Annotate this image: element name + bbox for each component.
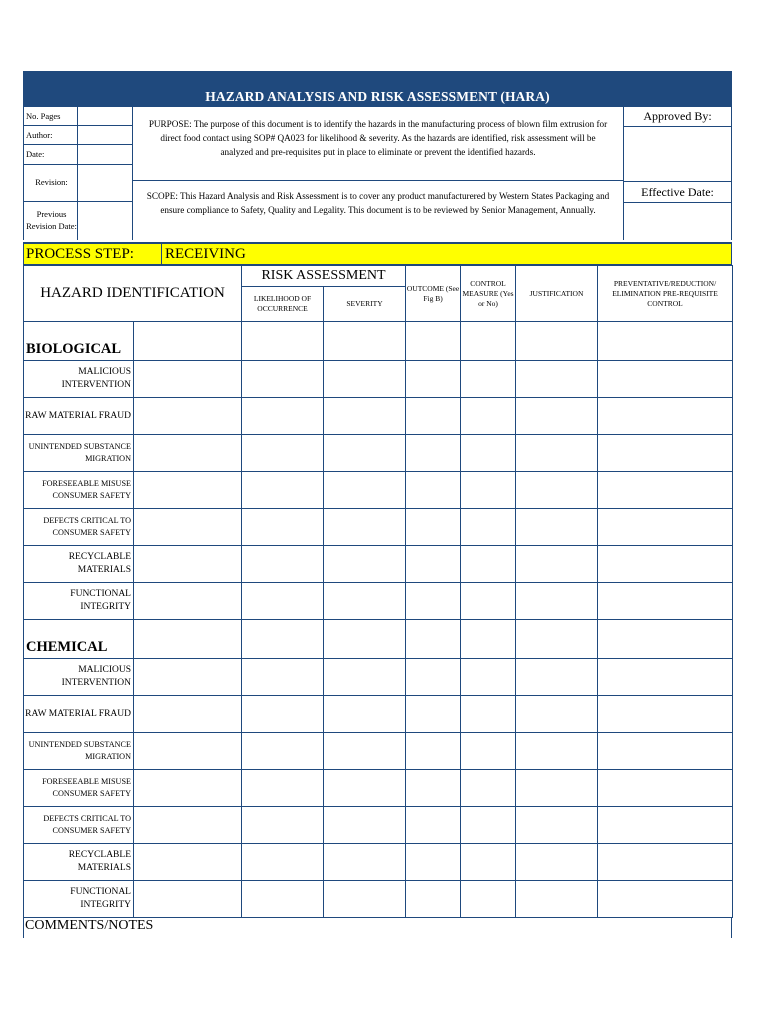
table-cell[interactable] bbox=[324, 472, 406, 509]
hazard-label: MALICIOUS INTERVENTION bbox=[24, 361, 134, 398]
hazard-table bbox=[23, 265, 733, 918]
approved-by-label: Approved By: bbox=[624, 107, 731, 127]
date-field[interactable] bbox=[78, 144, 133, 164]
comments-notes-label: COMMENTS/NOTES bbox=[23, 918, 732, 938]
revision-label: Revision: bbox=[24, 164, 78, 201]
table-row bbox=[24, 696, 733, 733]
table-cell[interactable] bbox=[242, 770, 324, 807]
table-cell[interactable] bbox=[324, 696, 406, 733]
table-cell[interactable] bbox=[598, 659, 733, 696]
process-step-bar bbox=[23, 242, 732, 265]
table-cell[interactable] bbox=[406, 546, 461, 583]
date-row bbox=[24, 144, 133, 165]
justification-header: JUSTIFICATION bbox=[516, 266, 598, 322]
table-cell[interactable] bbox=[598, 472, 733, 509]
table-cell[interactable] bbox=[406, 881, 461, 918]
table-cell[interactable] bbox=[598, 844, 733, 881]
hazard-label: UNINTENDED SUBSTANCE MIGRATION bbox=[24, 733, 134, 770]
table-cell[interactable] bbox=[461, 770, 516, 807]
table-row bbox=[24, 844, 733, 881]
table-cell[interactable] bbox=[406, 322, 461, 361]
table-cell[interactable] bbox=[406, 509, 461, 546]
table-cell[interactable] bbox=[406, 733, 461, 770]
table-cell[interactable] bbox=[516, 509, 598, 546]
table-cell[interactable] bbox=[516, 770, 598, 807]
hazard-label: UNINTENDED SUBSTANCE MIGRATION bbox=[24, 435, 134, 472]
table-cell[interactable] bbox=[134, 472, 242, 509]
table-row bbox=[24, 398, 733, 435]
table-row bbox=[24, 659, 733, 696]
document-title: HAZARD ANALYSIS AND RISK ASSESSMENT (HARA) bbox=[23, 71, 732, 107]
table-cell[interactable] bbox=[406, 696, 461, 733]
table-cell[interactable] bbox=[242, 807, 324, 844]
table-cell[interactable] bbox=[406, 472, 461, 509]
previous-revision-label: Previous Revision Date: bbox=[24, 201, 78, 240]
table-cell[interactable] bbox=[324, 435, 406, 472]
table-cell[interactable] bbox=[324, 844, 406, 881]
hazard-label: FORESEEABLE MISUSE CONSUMER SAFETY bbox=[24, 472, 134, 509]
table-cell[interactable] bbox=[406, 620, 461, 659]
table-cell[interactable] bbox=[242, 509, 324, 546]
table-cell[interactable] bbox=[516, 807, 598, 844]
process-step-label: PROCESS STEP: bbox=[24, 244, 162, 264]
table-cell[interactable] bbox=[461, 472, 516, 509]
previous-revision-field[interactable] bbox=[78, 201, 133, 240]
control-measure-header: CONTROL MEASURE (Yes or No) bbox=[461, 266, 516, 322]
no-pages-field[interactable] bbox=[78, 107, 133, 125]
category-label: CHEMICAL bbox=[24, 620, 134, 659]
table-cell[interactable] bbox=[406, 583, 461, 620]
table-cell[interactable] bbox=[324, 361, 406, 398]
category-row bbox=[24, 322, 733, 361]
table-cell[interactable] bbox=[134, 322, 242, 361]
author-row bbox=[24, 125, 133, 145]
hazard-label: DEFECTS CRITICAL TO CONSUMER SAFETY bbox=[24, 509, 134, 546]
hazard-label: FUNCTIONAL INTEGRITY bbox=[24, 583, 134, 620]
table-cell[interactable] bbox=[134, 696, 242, 733]
table-cell[interactable] bbox=[461, 398, 516, 435]
category-label: BIOLOGICAL bbox=[24, 322, 134, 361]
table-cell[interactable] bbox=[516, 361, 598, 398]
table-cell[interactable] bbox=[324, 509, 406, 546]
table-cell[interactable] bbox=[461, 546, 516, 583]
table-cell[interactable] bbox=[324, 881, 406, 918]
hazard-label: RECYCLABLE MATERIALS bbox=[24, 844, 134, 881]
table-cell[interactable] bbox=[242, 733, 324, 770]
table-cell[interactable] bbox=[598, 696, 733, 733]
table-cell[interactable] bbox=[242, 659, 324, 696]
table-cell[interactable] bbox=[461, 435, 516, 472]
table-cell[interactable] bbox=[134, 398, 242, 435]
table-cell[interactable] bbox=[461, 733, 516, 770]
header-section bbox=[23, 107, 732, 240]
table-row bbox=[24, 770, 733, 807]
table-row bbox=[24, 509, 733, 546]
hazard-label: RECYCLABLE MATERIALS bbox=[24, 546, 134, 583]
table-cell[interactable] bbox=[406, 361, 461, 398]
hazard-label: RAW MATERIAL FRAUD bbox=[24, 398, 134, 435]
table-cell[interactable] bbox=[134, 546, 242, 583]
table-cell[interactable] bbox=[406, 659, 461, 696]
table-cell[interactable] bbox=[242, 398, 324, 435]
category-row bbox=[24, 620, 733, 659]
table-row bbox=[24, 807, 733, 844]
table-cell[interactable] bbox=[324, 583, 406, 620]
table-cell[interactable] bbox=[598, 361, 733, 398]
date-label: Date: bbox=[24, 144, 78, 164]
table-cell[interactable] bbox=[242, 361, 324, 398]
hazard-identification-header: HAZARD IDENTIFICATION bbox=[24, 266, 242, 322]
table-cell[interactable] bbox=[516, 546, 598, 583]
table-cell[interactable] bbox=[134, 509, 242, 546]
table-cell[interactable] bbox=[134, 620, 242, 659]
table-cell[interactable] bbox=[134, 733, 242, 770]
table-row bbox=[24, 361, 733, 398]
hazard-label: FUNCTIONAL INTEGRITY bbox=[24, 881, 134, 918]
table-cell[interactable] bbox=[598, 881, 733, 918]
hazard-label: MALICIOUS INTERVENTION bbox=[24, 659, 134, 696]
table-cell[interactable] bbox=[598, 546, 733, 583]
table-cell[interactable] bbox=[406, 435, 461, 472]
table-cell[interactable] bbox=[242, 696, 324, 733]
table-row bbox=[24, 881, 733, 918]
table-cell[interactable] bbox=[134, 770, 242, 807]
table-cell[interactable] bbox=[461, 620, 516, 659]
table-cell[interactable] bbox=[598, 620, 733, 659]
table-cell[interactable] bbox=[461, 583, 516, 620]
previous-revision-row bbox=[24, 201, 133, 240]
table-cell[interactable] bbox=[598, 733, 733, 770]
table-cell[interactable] bbox=[406, 844, 461, 881]
no-pages-row bbox=[24, 107, 133, 126]
outcome-header: OUTCOME (See Fig B) bbox=[406, 266, 461, 322]
scope-text: SCOPE: This Hazard Analysis and Risk Assessment is to cover any product manufacturered by Western States Packaging and ensure compliance to Safety, Quality and Legality. This document is to be reviewed by Senior Management, Annually. bbox=[146, 191, 610, 215]
table-cell[interactable] bbox=[461, 361, 516, 398]
table-cell[interactable] bbox=[242, 322, 324, 361]
table-cell[interactable] bbox=[461, 322, 516, 361]
likelihood-header: LIKELIHOOD OF OCCURRENCE bbox=[242, 287, 324, 322]
table-cell[interactable] bbox=[516, 322, 598, 361]
table-cell[interactable] bbox=[134, 807, 242, 844]
table-cell[interactable] bbox=[598, 509, 733, 546]
table-cell[interactable] bbox=[516, 472, 598, 509]
table-cell[interactable] bbox=[516, 881, 598, 918]
table-cell[interactable] bbox=[324, 733, 406, 770]
hazard-label: RAW MATERIAL FRAUD bbox=[24, 696, 134, 733]
table-cell[interactable] bbox=[598, 807, 733, 844]
table-cell[interactable] bbox=[461, 509, 516, 546]
table-cell[interactable] bbox=[461, 881, 516, 918]
table-cell[interactable] bbox=[598, 583, 733, 620]
table-cell[interactable] bbox=[598, 770, 733, 807]
table-cell[interactable] bbox=[324, 770, 406, 807]
table-row bbox=[24, 546, 733, 583]
table-cell[interactable] bbox=[324, 322, 406, 361]
table-cell[interactable] bbox=[598, 435, 733, 472]
table-cell[interactable] bbox=[134, 844, 242, 881]
approved-by-box bbox=[623, 107, 731, 182]
table-cell[interactable] bbox=[461, 696, 516, 733]
table-cell[interactable] bbox=[242, 583, 324, 620]
table-cell[interactable] bbox=[516, 435, 598, 472]
table-cell[interactable] bbox=[598, 398, 733, 435]
table-row bbox=[24, 435, 733, 472]
risk-assessment-header: RISK ASSESSMENT bbox=[242, 266, 406, 287]
table-cell[interactable] bbox=[324, 659, 406, 696]
table-cell[interactable] bbox=[134, 659, 242, 696]
table-cell[interactable] bbox=[324, 807, 406, 844]
table-cell[interactable] bbox=[516, 659, 598, 696]
table-cell[interactable] bbox=[134, 583, 242, 620]
author-field[interactable] bbox=[78, 125, 133, 144]
table-cell[interactable] bbox=[461, 844, 516, 881]
table-cell[interactable] bbox=[598, 322, 733, 361]
severity-header: SEVERITY bbox=[324, 287, 406, 322]
effective-date-label: Effective Date: bbox=[624, 181, 731, 203]
table-cell[interactable] bbox=[134, 881, 242, 918]
no-pages-label: No. Pages bbox=[24, 107, 78, 125]
table-cell[interactable] bbox=[242, 435, 324, 472]
table-cell[interactable] bbox=[324, 398, 406, 435]
revision-field[interactable] bbox=[78, 164, 133, 201]
hazard-label: FORESEEABLE MISUSE CONSUMER SAFETY bbox=[24, 770, 134, 807]
table-cell[interactable] bbox=[242, 844, 324, 881]
purpose-text: PURPOSE: The purpose of this document is to identify the hazards in the manufacturing process of blown film extrusion for direct food contact using SOP# QA023 for likelihood & severity. As the hazards are identified, risk assessment will be analyzed and pre-requisites put in place to eliminate or prevent the identified hazards. bbox=[133, 107, 623, 181]
table-cell[interactable] bbox=[516, 733, 598, 770]
table-cell[interactable] bbox=[134, 361, 242, 398]
table-cell[interactable] bbox=[406, 770, 461, 807]
author-label: Author: bbox=[24, 125, 78, 144]
table-cell[interactable] bbox=[516, 620, 598, 659]
table-cell[interactable] bbox=[516, 844, 598, 881]
table-cell[interactable] bbox=[461, 807, 516, 844]
table-header-row bbox=[24, 266, 733, 287]
table-row bbox=[24, 472, 733, 509]
effective-date-box bbox=[623, 181, 731, 240]
table-cell[interactable] bbox=[134, 435, 242, 472]
table-row bbox=[24, 583, 733, 620]
table-cell[interactable] bbox=[242, 546, 324, 583]
table-cell[interactable] bbox=[324, 546, 406, 583]
preventative-control-header: PREVENTATIVE/REDUCTION/ ELIMINATION PRE-REQUISITE CONTROL bbox=[598, 266, 733, 322]
hara-form bbox=[23, 71, 732, 938]
table-cell[interactable] bbox=[242, 881, 324, 918]
table-cell[interactable] bbox=[242, 472, 324, 509]
table-cell[interactable] bbox=[516, 583, 598, 620]
table-cell[interactable] bbox=[461, 659, 516, 696]
table-cell[interactable] bbox=[242, 620, 324, 659]
table-row bbox=[24, 733, 733, 770]
revision-row bbox=[24, 164, 133, 202]
process-step-value[interactable]: RECEIVING bbox=[165, 245, 246, 262]
effective-date-field[interactable] bbox=[624, 203, 731, 240]
table-cell[interactable] bbox=[406, 807, 461, 844]
table-cell[interactable] bbox=[324, 620, 406, 659]
table-cell[interactable] bbox=[406, 398, 461, 435]
approved-by-field[interactable] bbox=[624, 127, 731, 181]
hazard-label: DEFECTS CRITICAL TO CONSUMER SAFETY bbox=[24, 807, 134, 844]
table-cell[interactable] bbox=[516, 696, 598, 733]
table-cell[interactable] bbox=[516, 398, 598, 435]
